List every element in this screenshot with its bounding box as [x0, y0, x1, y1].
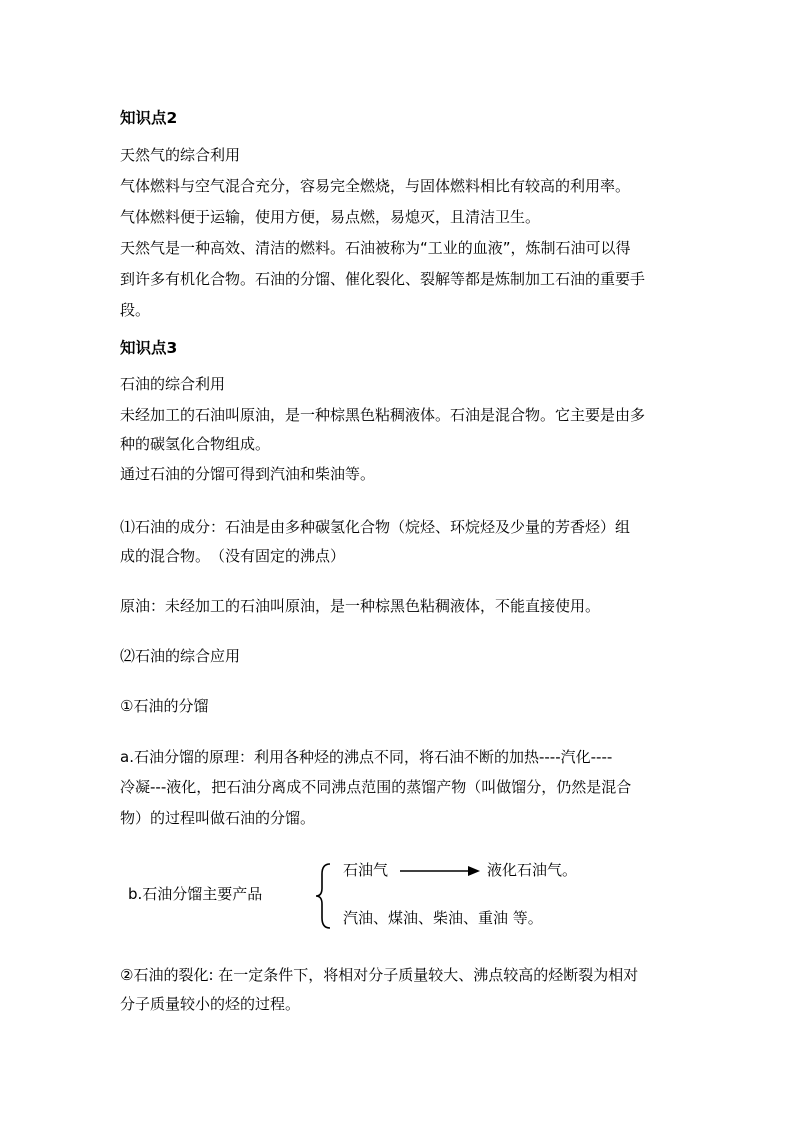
brace-icon — [314, 862, 334, 930]
paragraph: ⑴石油的成分：石油是由多种碳氢化合物（烷烃、环烷烃及少量的芳香烃）组 — [120, 518, 631, 536]
paragraph: 气体燃料与空气混合充分，容易完全燃烧，与固体燃料相比有较高的利用率。 — [120, 177, 631, 195]
paragraph: 物）的过程叫做石油的分馏。 — [120, 809, 316, 827]
product-liquefied-gas: 液化石油气。 — [487, 861, 578, 879]
paragraph: 到许多有机化合物。石油的分馏、催化裂化、裂解等都是炼制加工石油的重要手 — [120, 270, 646, 288]
paragraph: a.石油分馏的原理：利用各种烃的沸点不同，将石油不断的加热----汽化---- — [120, 748, 613, 766]
section-heading-3: 知识点3 — [120, 339, 178, 357]
product-petroleum-gas: 石油气 — [343, 861, 389, 879]
paragraph: 天然气是一种高效、清洁的燃料。石油被称为“工业的血液”，炼制石油可以得 — [120, 239, 631, 257]
section-title-petroleum: 石油的综合利用 — [120, 375, 226, 393]
paragraph: 未经加工的石油叫原油，是一种棕黑色粘稠液体。石油是混合物。它主要是由多 — [120, 406, 646, 424]
paragraph: 种的碳氢化合物组成。 — [120, 435, 271, 453]
paragraph: 段。 — [120, 301, 151, 319]
subheading: ⑵石油的综合应用 — [120, 647, 241, 665]
product-oils: 汽油、煤油、柴油、重油 等。 — [343, 909, 543, 927]
paragraph: 原油：未经加工的石油叫原油，是一种棕黑色粘稠液体，不能直接使用。 — [120, 597, 601, 615]
section-heading-2: 知识点2 — [120, 109, 178, 127]
paragraph: 冷凝---液化，把石油分离成不同沸点范围的蒸馏产物（叫做馏分，仍然是混合 — [120, 778, 632, 796]
paragraph: 成的混合物。 （没有固定的沸点） — [120, 547, 346, 565]
products-label: b.石油分馏主要产品 — [128, 885, 263, 903]
paragraph: 通过石油的分馏可得到汽油和柴油等。 — [120, 465, 376, 483]
paragraph: 气体燃料便于运输，使用方便，易点燃，易熄灭，且清洁卫生。 — [120, 208, 541, 226]
subheading: ①石油的分馏 — [120, 697, 209, 715]
paragraph: ②石油的裂化: 在一定条件下，将相对分子质量较大、沸点较高的烃断裂为相对 — [120, 966, 639, 984]
section-title-natural-gas: 天然气的综合利用 — [120, 146, 241, 164]
arrow-right-icon — [400, 864, 482, 878]
paragraph: 分子质量较小的烃的过程。 — [120, 995, 301, 1013]
